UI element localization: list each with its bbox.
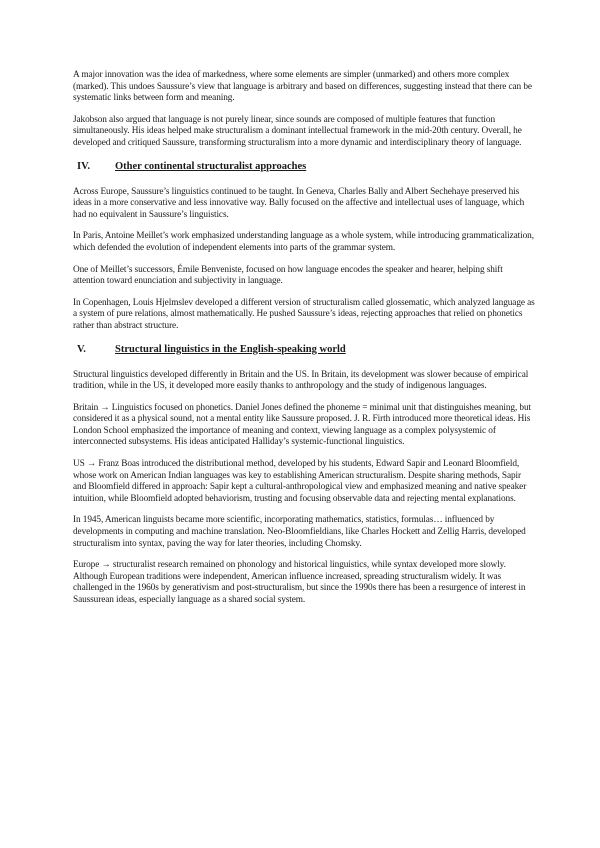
section-title: Other continental structuralist approaches: [115, 160, 307, 172]
paragraph-benveniste: One of Meillet’s successors, Émile Benveniste, focused on how language encodes the speaker and hearer, helping shift attention toward enunciation and subjectivity in language.: [73, 264, 503, 287]
paragraph-markedness: A major innovation was the idea of markedness, where some elements are simpler (unmarked) and others more complex (marked). This undoes Saussure’s view that language is arbitrary and based on differences, suggesting instead that there can be systematic links between form and meaning.: [73, 70, 532, 104]
section-heading-iv: [73, 160, 535, 173]
section-number: IV.: [77, 160, 90, 172]
paragraph-copenhagen: In Copenhagen, Louis Hjelmslev developed a different version of structuralism called glossematic, which analyzed language as a system of pure relations, almost mathematically. He pushed Saussure’s ideas, rejecting approaches that relied on phonetics rather than abstract structure.: [73, 297, 535, 331]
section-number: V.: [77, 343, 86, 355]
paragraph-britain-us-intro: Structural linguistics developed differently in Britain and the US. In Britain, its development was slower because of empirical tradition, while in the US, it developed more easily thanks to anthropology and the study of indigenous languages.: [73, 369, 529, 392]
paragraph-britain: Britain → Linguistics focused on phonetics. Daniel Jones defined the phoneme = minimal unit that distinguishes meaning, but considered it as a physical sound, not a mental entity like Saussure proposed. J. R. Firth introduced more theoretical ideas. His London School emphasized the importance of meaning and context, viewing language as a complex polysystemic of interconnected subsystems. His ideas anticipated Halliday’s systemic-functional linguistics.: [73, 402, 531, 448]
paragraph-europe: Europe → structuralist research remained on phonology and historical linguistics, while syntax developed more slowly. Although European traditions were independent, American influence increased, spreading structuralism widely. It was challenged in the 1960s by generativism and post-structuralism, but since the 1990s there has been a resurgence of interest in Saussurean ideas, especially language as a shared social system.: [73, 560, 526, 605]
paragraph-us: US → Franz Boas introduced the distributional method, developed by his students, Edward Sapir and Leonard Bloomfield, whose work on American Indian languages was key to establishing American structuralism. Despite sharing methods, Sapir and Bloomfield differed in approach: Sapir kept a cultural-anthropological view and emphasized meaning and native speaker intuition, while Bloomfield adopted behaviorism, trusting and focusing observable data and rejecting mental explanations.: [73, 459, 527, 504]
document-body: [73, 70, 535, 617]
paragraph-jakobson: Jakobson also argued that language is not purely linear, since sounds are composed of multiple features that function simultaneously. His ideas helped make structuralism a dominant intellectual framework in the mid-20th century. Overall, he developed and critiqued Saussure, transforming structuralism into a more dynamic and interdisciplinary theory of language.: [73, 114, 522, 148]
paragraph-1945: In 1945, American linguists became more scientific, incorporating mathematics, statistics, formulas… influenced by developments in computing and machine translation. Neo-Bloomfieldians, like Charles Hockett and Zellig Harris, developed structuralism into syntax, paving the way for later theories, including Chomsky.: [73, 515, 526, 549]
paragraph-paris: In Paris, Antoine Meillet’s work emphasized understanding language as a whole system, while introducing grammaticalization, which defended the evolution of independent elements into parts of the grammar system.: [73, 231, 534, 253]
section-title: Structural linguistics in the English-speaking world: [115, 343, 346, 355]
section-heading-v: [73, 343, 535, 356]
paragraph-geneva: Across Europe, Saussure’s linguistics continued to be taught. In Geneva, Charles Bally and Albert Sechehaye preserved his ideas in a more conservative and less innovative way. Bally focused on the affective and intellectual uses of language, which had no equivalent in Saussure’s linguistics.: [73, 186, 525, 220]
